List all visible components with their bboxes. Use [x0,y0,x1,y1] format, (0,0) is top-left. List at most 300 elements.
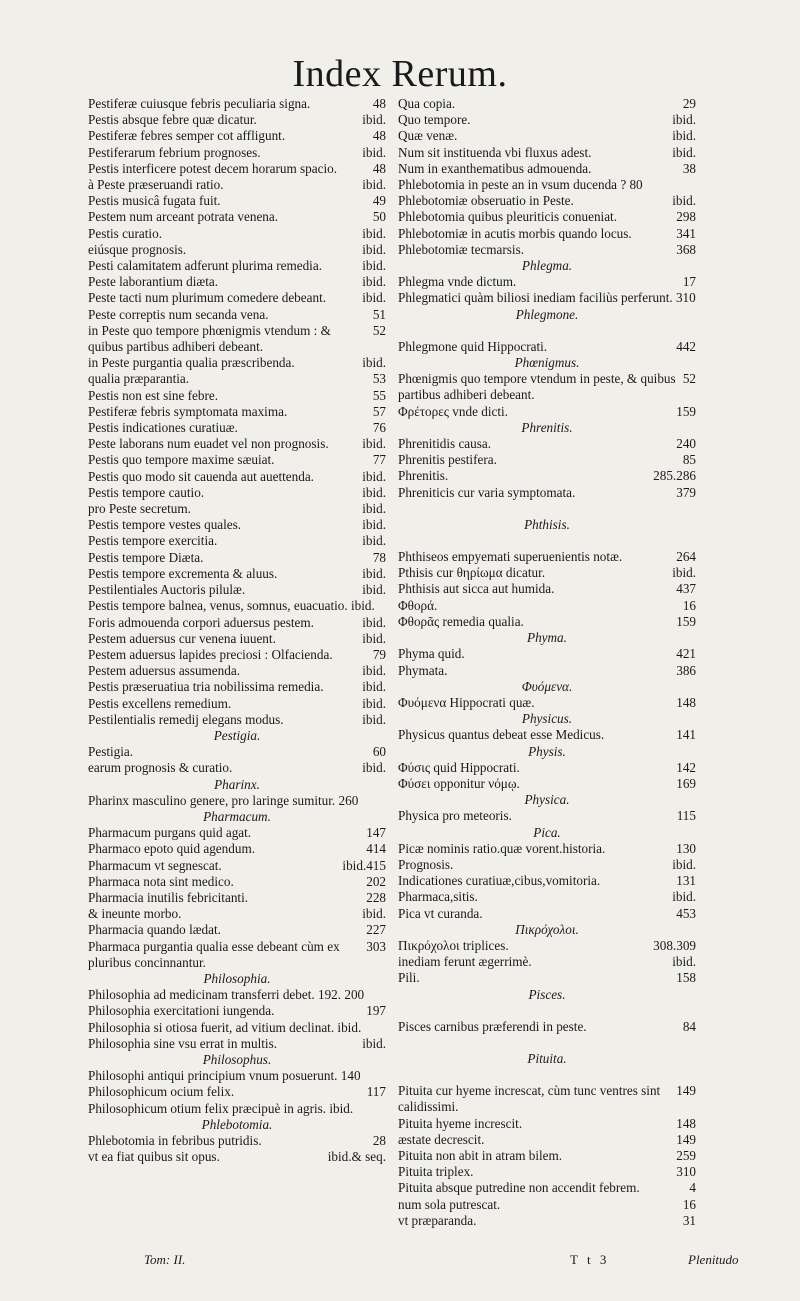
section-heading: Phthisis. [524,516,570,532]
index-entry [88,679,386,695]
index-entry [88,744,386,760]
index-entry [88,1084,386,1100]
signature-mark: T t 3 [570,1252,610,1267]
page-reference: 16 [682,1196,696,1212]
page-reference: 16 [682,597,696,613]
entry-text: Physica pro meteoris. [398,808,512,824]
index-entry [398,226,696,242]
page-reference: ibid. [672,565,696,581]
entry-text: Pharmacia inutilis febricitanti. [88,889,249,905]
catchword: Plenitudo [688,1252,739,1267]
page-reference: 49 [372,193,386,209]
page-title: Index Rerum. [292,53,508,95]
index-entry [398,193,696,209]
index-entry [88,939,386,971]
page-reference: ibid. [672,144,696,160]
entry-text: Picæ nominis ratio.quæ vorent.historia. [398,840,606,856]
index-entry [88,598,386,614]
index-entry [398,1180,696,1196]
index-entry [398,468,696,484]
index-entry [88,177,386,193]
index-entry [88,1149,386,1165]
page-reference: 159 [676,613,696,629]
index-entry [398,290,696,306]
index-entry [398,841,696,857]
index-entry [88,858,386,874]
index-entry [398,452,696,468]
index-entry [398,1116,696,1132]
index-entry [88,647,386,663]
page-reference: ibid. [672,128,696,144]
index-entry [88,145,386,161]
entry-text: Pharmaco epoto quid agendum. [88,841,256,857]
volume-label: Tom: II. [144,1252,186,1267]
index-entry [88,890,386,906]
section-heading: Phlebotomia. [201,1116,273,1132]
index-entry [398,776,696,792]
page-reference: 48 [372,128,386,144]
page-reference: 148 [676,1115,696,1131]
entry-text: in Peste purgantia qualia præscribenda. [88,355,295,371]
spacer [398,501,696,517]
page-reference: ibid. [362,1035,386,1051]
page-reference: 442 [676,338,696,354]
index-entry [398,760,696,776]
entry-text: Qua copia. [398,96,456,111]
entry-text: Φύσει opponitur νόμῳ. [398,775,520,791]
entry-text: Pthisis cur θηρίωμα dicatur. [398,565,546,581]
index-entry [88,420,386,436]
page-reference: ibid. [362,484,386,500]
entry-text: Philosophicum otium felix præcipuè in agris. ibid. [88,1100,354,1116]
entry-text: & ineunte morbo. [88,906,182,922]
section-heading: Phlegma. [521,258,573,274]
entry-text: Peste laborans num euadet vel non prognosis. [88,436,329,452]
index-entry [398,906,696,922]
index-entry [88,388,386,404]
section-heading: Pica. [533,824,561,840]
index-entry [398,873,696,889]
entry-text: vt præparanda. [398,1212,477,1228]
page-reference: 386 [676,662,696,678]
entry-text: Pestem aduersus assumenda. [88,663,240,679]
entry-text: Φύσις quid Hippocrati. [398,759,520,775]
page-reference: 169 [676,775,696,791]
index-entry [88,793,386,809]
section-heading: Pharinx. [214,776,260,792]
page-reference: ibid. [672,193,696,209]
page-reference: 149 [676,1131,696,1147]
page-reference: 57 [372,403,386,419]
index-entry [88,566,386,582]
index-entry [88,906,386,922]
entry-text: Pestis excellens remedium. [88,695,232,711]
entry-text: eiúsque prognosis. [88,241,187,257]
index-entry [88,307,386,323]
entry-text: Pharmacum vt segnescat. [88,857,222,873]
entry-text: Philosophia exercitationi iungenda. [88,1003,275,1019]
index-column-right [398,96,696,1229]
page-reference: ibid. [362,225,386,241]
page-reference: 158 [676,970,696,986]
page-reference: 77 [372,452,386,468]
index-entry [88,355,386,371]
index-entry [88,290,386,306]
entry-text: inediam ferunt ægerrimè. [398,954,532,970]
entry-text: Pestem aduersus cur venena iuuent. [88,630,276,646]
spacer [398,1067,696,1083]
index-entry [398,209,696,225]
entry-text: Num in exanthematibus admouenda. [398,160,592,176]
entry-text: Pestis tempore excrementa & aluus. [88,565,278,581]
page-reference: 48 [372,96,386,111]
entry-text: Pestis non est sine febre. [88,387,219,403]
page-reference: 78 [372,549,386,565]
index-entry [398,145,696,161]
section-heading: Phœnigmus. [514,355,580,371]
entry-text: Phlegmone quid Hippocrati. [398,338,548,354]
page-reference: 131 [676,873,696,889]
index-entry [398,565,696,581]
section-heading: Phyma. [527,630,567,646]
index-entry [88,96,386,112]
index-entry [88,128,386,144]
entry-text: Phlebotomiæ tecmarsis. [398,241,525,257]
index-entry [398,598,696,614]
entry-text: Pestis tempore cautio. [88,484,205,500]
page-reference: 240 [676,436,696,452]
index-entry [88,1133,386,1149]
index-entry [398,371,696,403]
page-reference: 414 [366,841,386,857]
page-reference: 53 [372,371,386,387]
index-entry [88,501,386,517]
page-reference: 149 [676,1083,696,1099]
entry-text: Philosophia ad medicinam transferri debet. 192. 200 [88,987,365,1003]
index-entry [88,631,386,647]
entry-text: Philosophia sine vsu errat in multis. [88,1035,278,1051]
index-entry [398,1148,696,1164]
page-reference: 79 [372,646,386,662]
page-reference: ibid. [362,614,386,630]
index-entry [88,1036,386,1052]
entry-text: Phlebotomia quibus pleuriticis conueniat. [398,209,618,225]
entry-text: Prognosis. [398,856,454,872]
page-reference: 308.309 [653,937,696,953]
entry-text: Pestis indicationes curatiuæ. [88,420,238,436]
entry-text: Pesti calamitatem adferunt plurima remedia. [88,258,322,274]
index-entry [398,614,696,630]
page-reference: ibid.& seq. [327,1149,386,1165]
entry-text: Pharmaca nota sint medico. [88,873,234,889]
section-heading: Πικρόχολοι. [515,921,579,937]
section-heading: Φυόμενα. [521,678,573,694]
entry-text: Pisces carnibus præferendi in peste. [398,1018,587,1034]
entry-text: Phœnigmis quo tempore vtendum in peste, & quibus partibus adhiberi debeant. [398,371,676,403]
entry-text: Pestem aduersus lapides preciosi : Olfacienda. [88,646,333,662]
index-entry [88,452,386,468]
entry-text: Foris admouenda corpori aduersus pestem. [88,614,314,630]
page-reference: ibid. [362,711,386,727]
page-reference: ibid. [362,355,386,371]
entry-text: Pestem num arceant potrata venena. [88,209,279,225]
entry-text: Pestiferarum febrium prognoses. [88,144,261,160]
page-reference: 202 [366,873,386,889]
index-entry [88,922,386,938]
index-entry [398,1164,696,1180]
page-reference: 76 [372,420,386,436]
entry-text: Quo tempore. [398,112,471,128]
entry-text: Φρέτορες vnde dicti. [398,403,508,419]
entry-text: Pestis tempore vestes quales. [88,517,242,533]
index-entry [398,128,696,144]
index-entry [398,808,696,824]
section-heading: Phrenitis. [521,419,573,435]
entry-text: Philosophi antiqui principium vnum posuerunt. 140 [88,1068,361,1084]
index-entry [398,938,696,954]
page-reference: 48 [372,160,386,176]
entry-text: Pestilentialis remedij elegans modus. [88,711,284,727]
page-reference: 31 [682,1212,696,1228]
index-column-left [88,96,386,1165]
entry-text: Pituita cur hyeme increscat, cùm tunc ventres sint calidissimi. [398,1083,661,1115]
index-entry [398,1197,696,1213]
section-heading: Philosophus. [202,1051,272,1067]
entry-text: Pili. [398,970,420,986]
page-reference: 115 [676,808,696,824]
entry-text: Phlegmatici quàm biliosi inediam faciliùs perferunt. 310 [398,290,696,306]
entry-text: Phlegma vnde dictum. [398,274,517,290]
entry-text: Peste correptis num secanda vena. [88,306,269,322]
page-reference: 259 [676,1147,696,1163]
entry-text: Pituita hyeme increscit. [398,1115,523,1131]
index-entry [88,258,386,274]
page-reference: ibid. [672,954,696,970]
entry-text: Πικρόχολοι triplices. [398,937,509,953]
index-entry [398,96,696,112]
page-reference: ibid. [362,290,386,306]
page-reference: 341 [676,225,696,241]
page-reference: 117 [366,1084,386,1100]
page-reference: 421 [676,646,696,662]
entry-text: Phlebotomia in febribus putridis. [88,1133,262,1148]
entry-text: Pestiferæ febris symptomata maxima. [88,403,288,419]
entry-text: Pestis absque febre quæ dicatur. [88,112,257,128]
index-entry [88,161,386,177]
page-reference: 50 [372,209,386,225]
entry-text: Phymata. [398,662,448,678]
section-heading: Physis. [528,743,566,759]
page-reference: ibid. [362,274,386,290]
entry-text: Indicationes curatiuæ,cibus,vomitoria. [398,873,601,889]
index-entry [398,954,696,970]
index-entry [398,242,696,258]
section-heading: Philosophia. [203,970,271,986]
page-reference: 285.286 [653,468,696,484]
index-entry [398,581,696,597]
page-reference: ibid. [362,144,386,160]
page-reference: 141 [676,727,696,743]
page-reference: ibid. [672,856,696,872]
entry-text: Phlebotomia in peste an in vsum ducenda ? 80 [398,177,643,193]
spacer [398,533,696,549]
section-heading: Pisces. [528,986,566,1002]
entry-text: Pestis tempore Diæta. [88,549,204,565]
index-entry [88,274,386,290]
index-entry [88,696,386,712]
index-entry [88,582,386,598]
entry-text: qualia præparantia. [88,371,190,387]
section-heading: Physicus. [521,711,573,727]
entry-text: in Peste quo tempore phœnigmis vtendum : & quibus partibus adhiberi debeant. [88,322,331,355]
entry-text: Phlebotomiæ obseruatio in Peste. [398,193,574,209]
index-entry [398,970,696,986]
entry-text: Φθορᾶς remedia qualia. [398,613,524,629]
page-reference: ibid. [362,679,386,695]
page-reference: 264 [676,549,696,565]
index-entry [88,1101,386,1117]
index-entry [88,371,386,387]
page-reference: ibid. [672,889,696,905]
page-reference: 60 [372,744,386,760]
entry-text: Pestis musicâ fugata fuit. [88,193,221,209]
entry-text: æstate decrescit. [398,1131,485,1147]
entry-text: Philosophicum ocium felix. [88,1084,235,1100]
page-reference: 130 [676,840,696,856]
index-entry [398,339,696,355]
page-reference: ibid. [362,582,386,598]
index-entry [88,485,386,501]
index-entry [88,615,386,631]
entry-text: Phthisis aut sicca aut humida. [398,581,555,597]
entry-text: Pestilentiales Auctoris pilulæ. [88,582,246,598]
index-entry [398,1019,696,1035]
index-entry [398,485,696,501]
entry-text: Phlebotomiæ in acutis morbis quando locus. [398,225,632,241]
page-reference: 298 [676,209,696,225]
page-reference: ibid.415 [342,857,386,873]
entry-text: Pituita non abit in atram bilem. [398,1147,563,1163]
index-entry [398,695,696,711]
section-heading: Pharmacum. [203,808,271,824]
index-entry [398,436,696,452]
index-entry [88,226,386,242]
page-reference: ibid. [362,501,386,517]
section-heading: Phlegmone. [515,306,579,322]
index-entry [398,161,696,177]
index-entry [88,1003,386,1019]
page-reference: ibid. [362,630,386,646]
page-reference: 55 [372,387,386,403]
entry-text: Pestis interficere potest decem horarum spacio. [88,160,338,176]
entry-text: Num sit instituenda vbi fluxus adest. [398,144,592,160]
page-reference: ibid. [362,112,386,128]
spacer [398,1003,696,1019]
page-reference: 368 [676,241,696,257]
page-reference: 228 [366,889,386,905]
page-reference: 51 [372,306,386,322]
entry-text: Phyma quid. [398,646,465,662]
page-reference: ibid. [362,177,386,193]
index-entry [398,727,696,743]
index-entry [398,646,696,662]
index-entry [398,549,696,565]
entry-text: Φθορά. [398,597,438,613]
entry-text: Phreniticis cur varia symptomata. [398,484,576,500]
index-entry [398,112,696,128]
index-entry [398,274,696,290]
entry-text: Pestiferæ febres semper cot affligunt. [88,128,286,144]
index-entry [88,242,386,258]
entry-text: Peste laborantium diæta. [88,274,219,290]
entry-text: pro Peste secretum. [88,501,191,517]
entry-text: Phrenitis. [398,468,449,484]
index-entry [88,323,386,355]
entry-text: Philosophia si otiosa fuerit, ad vitium declinat. ibid. [88,1019,362,1035]
page-reference: 159 [676,403,696,419]
index-entry [88,193,386,209]
index-entry [88,209,386,225]
entry-text: Pestis curatio. [88,225,162,241]
index-entry [88,436,386,452]
index-entry [88,517,386,533]
index-entry [88,1068,386,1084]
page-reference: 453 [676,905,696,921]
page-reference: 52 [682,371,696,387]
entry-text: Pestigia. [88,744,134,760]
index-entry [398,1213,696,1229]
entry-text: Pharmacia quando lædat. [88,922,221,938]
index-entry [398,663,696,679]
entry-text: Pica vt curanda. [398,905,483,921]
entry-text: Pestis tempore exercitia. [88,533,218,549]
page-reference: 148 [676,694,696,710]
entry-text: à Peste præseruandi ratio. [88,177,224,193]
page-reference: ibid. [672,112,696,128]
page-reference: 17 [682,274,696,290]
spacer [398,1035,696,1051]
entry-text: Physicus quantus debeat esse Medicus. [398,727,605,743]
entry-text: vt ea fiat quibus sit opus. [88,1149,220,1165]
page-reference: 38 [682,160,696,176]
entry-text: Phrenitis pestifera. [398,452,497,468]
index-entry [398,857,696,873]
index-entry [88,663,386,679]
page-reference: 437 [676,581,696,597]
entry-text: Quæ venæ. [398,128,458,144]
index-entry [398,1132,696,1148]
index-entry [88,987,386,1003]
entry-text: Pestis præseruatiua tria nobilissima remedia. [88,679,324,695]
page-reference: ibid. [362,663,386,679]
page-reference: 84 [682,1018,696,1034]
entry-text: earum prognosis & curatio. [88,760,233,776]
page-reference: ibid. [362,760,386,776]
page-reference: ibid. [362,468,386,484]
entry-text: Pituita absque putredine non accendit febrem. [398,1180,640,1196]
entry-text: Pharmaca,sitis. [398,889,478,905]
entry-text: Pestis tempore balnea, venus, somnus, euacuatio. ibid. [88,598,375,614]
page-reference: 28 [372,1133,386,1148]
page-reference: 227 [366,922,386,938]
page-reference: 310 [676,1164,696,1180]
index-entry [398,889,696,905]
section-heading: Physica. [524,792,570,808]
index-entry [88,1020,386,1036]
index-entry [88,760,386,776]
index-entry [88,112,386,128]
spacer [398,323,696,339]
